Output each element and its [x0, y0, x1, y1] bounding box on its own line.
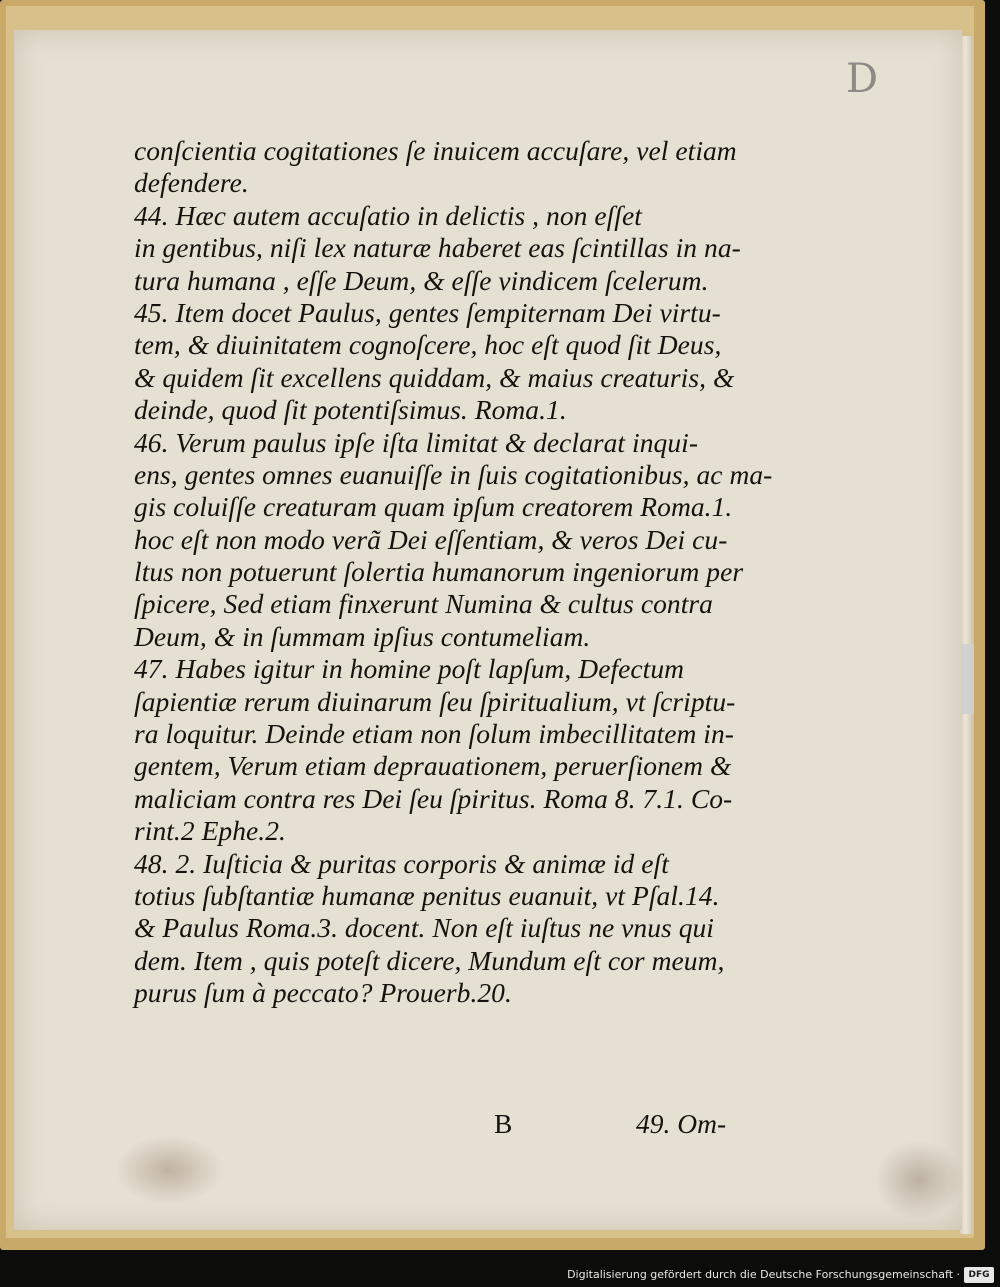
catchword: 49. Om-: [636, 1108, 727, 1139]
paper-stain: [874, 1140, 964, 1220]
funding-notice: Digitalisierung gefördert durch die Deutsche Forschungsgemeinschaft ·: [567, 1268, 960, 1281]
text-line: gentem, Verum etiam deprauationem, peruerſionem &: [134, 750, 732, 782]
text-line: & quidem ſit excellens quiddam, & maius creaturis, &: [134, 361, 735, 393]
text-line: ſapientiæ rerum diuinarum ſeu ſpiritualium, vt ſcriptu-: [134, 685, 736, 717]
text-line: ens, gentes omnes euanuiſſe in ſuis cogitationibus, ac ma-: [134, 458, 773, 490]
text-line: & Paulus Roma.3. docent. Non eſt iuſtus ne vnus qui: [134, 912, 714, 944]
text-line: totius ſubſtantiæ humanæ penitus euanuit, vt Pſal.14.: [134, 879, 720, 911]
text-line: tura humana , eſſe Deum, & eſſe vindicem ſcelerum.: [134, 264, 709, 296]
text-line: rint.2 Ephe.2.: [134, 815, 286, 847]
text-line: deinde, quod ſit potentiſsimus. Roma.1.: [134, 394, 567, 426]
text-line: ltus non potuerunt ſolertia humanorum ingeniorum per: [134, 556, 744, 588]
text-line: maliciam contra res Dei ſeu ſpiritus. Roma 8. 7.1. Co-: [134, 782, 733, 814]
pencil-mark: D: [846, 56, 879, 102]
text-line: hoc eſt non modo verã Dei eſſentiam, & veros Dei cu-: [134, 523, 728, 555]
footer-bar: [0, 1264, 1000, 1287]
text-line: 46. Verum paulus ipſe iſta limitat & declarat inqui-: [134, 426, 699, 458]
text-line: ra loquitur. Deinde etiam non ſolum imbecillitatem in-: [134, 718, 734, 750]
text-line: tem, & diuinitatem cognoſcere, hoc eſt quod ſit Deus,: [134, 329, 722, 361]
text-line: Deum, & in ſummam ipſius contumeliam.: [134, 620, 591, 652]
text-line: dem. Item , quis poteſt dicere, Mundum eſt cor meum,: [134, 944, 725, 976]
paper-stain: [114, 1135, 224, 1205]
text-line: in gentibus, niſi lex naturæ haberet eas ſcintillas in na-: [134, 232, 741, 264]
text-line: conſcientia cogitationes ſe inuicem accuſare, vel etiam: [134, 135, 737, 166]
text-line: gis coluiſſe creaturam quam ipſum creatorem Roma.1.: [134, 491, 733, 523]
text-line: 48. 2. Iuſticia & puritas corporis & animæ id eſt: [134, 847, 669, 879]
text-line: 47. Habes igitur in homine poſt lapſum, Defectum: [134, 653, 685, 685]
text-line: ſpicere, Sed etiam finxerunt Numina & cultus contra: [134, 588, 713, 620]
text-line: 44. Hæc autem accuſatio in delictis , non eſſet: [134, 199, 642, 231]
signature-mark: B: [494, 1108, 513, 1139]
text-line: defendere.: [134, 167, 249, 199]
dfg-logo: DFG: [964, 1267, 994, 1283]
body-text: [134, 135, 774, 1010]
text-line: 45. Item docet Paulus, gentes ſempiternam Dei virtu-: [134, 296, 721, 328]
page-edge: [960, 36, 974, 1234]
text-line: purus ſum à peccato? Prouerb.20.: [134, 977, 512, 1009]
